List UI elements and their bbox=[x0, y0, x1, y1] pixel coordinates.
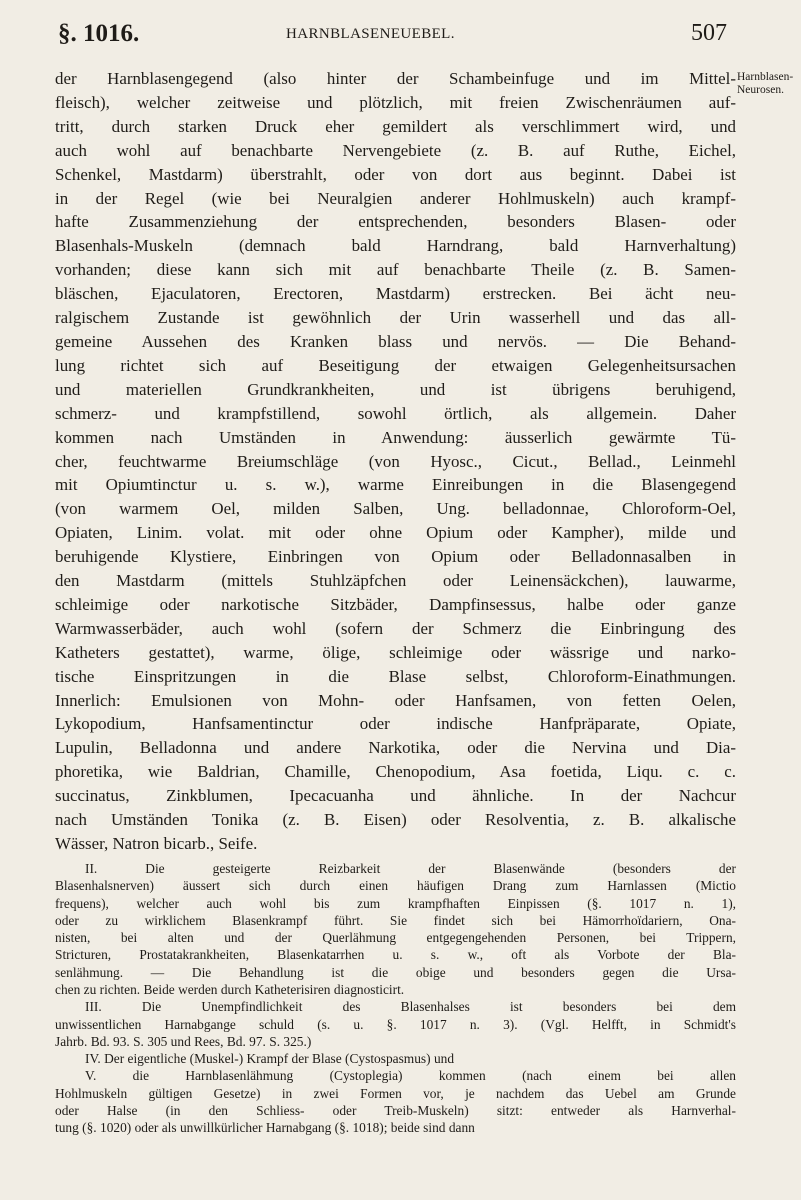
text-line: fleisch), welcher zeitweise und plötzlich, mit freien Zwischenräumen auf- bbox=[55, 92, 736, 112]
text-line: Stricturen, Prostatakrankheiten, Blasenkatarrhen u. s. w., oft als Vorbote der Bla- bbox=[55, 947, 736, 963]
text-line: IV. Der eigentliche (Muskel-) Krampf der Blase (Cystospasmus) und bbox=[85, 1051, 455, 1067]
margin-note-line: Harnblasen- bbox=[737, 71, 794, 83]
small-print-section bbox=[55, 860, 736, 1137]
text-line: Blasenhals-Muskeln (demnach bald Harndrang, bald Harnverhaltung) bbox=[55, 236, 736, 256]
text-line: V. die Harnblasenlähmung (Cystoplegia) kommen (nach einem bei allen bbox=[85, 1068, 736, 1084]
text-line: in der Regel (wie bei Neuralgien anderer Hohlmuskeln) auch krampf- bbox=[55, 188, 736, 208]
text-line: tung (§. 1020) oder als unwillkürlicher Harnabgang (§. 1018); beide sind dann bbox=[55, 1120, 475, 1136]
small-paragraph bbox=[55, 860, 736, 998]
text-line: auch wohl auf benachbarte Nervengebiete (z. B. auf Ruthe, Eichel, bbox=[55, 140, 736, 160]
page-header bbox=[58, 20, 771, 54]
text-line: bläschen, Ejaculatoren, Erectoren, Mastdarm) erstrecken. Bei ächt neu- bbox=[55, 284, 736, 304]
main-paragraph bbox=[55, 67, 736, 856]
text-line: Katheters gestattet), warme, ölige, schleimige oder wässrige und narko- bbox=[55, 642, 736, 662]
text-line: Jahrb. Bd. 93. S. 305 und Rees, Bd. 97. S. 325.) bbox=[55, 1033, 312, 1049]
margin-note-line: Neurosen. bbox=[737, 84, 784, 96]
text-line: lung richtet sich auf Beseitigung der etwaigen Gelegenheitsursachen bbox=[55, 355, 736, 375]
text-line: unwissentlichen Harnabgange schuld (s. u. §. 1017 n. 3). (Vgl. Helfft, in Schmidt's bbox=[55, 1016, 736, 1032]
text-line: phoretika, wie Baldrian, Chamille, Chenopodium, Asa foetida, Liqu. c. c. bbox=[55, 762, 736, 782]
text-line: Hohlmuskeln gültigen Gesetze) in zwei Formen vor, je nachdem das Uebel am Grunde bbox=[55, 1085, 736, 1101]
text-line: kommen nach Umständen in Anwendung: äusserlich gewärmte Tü- bbox=[55, 427, 736, 447]
text-line: Schenkel, Mastdarm) überstrahlt, oder von dort aus beginnt. Dabei ist bbox=[55, 164, 736, 184]
text-line: mit Opiumtinctur u. s. w.), warme Einreibungen in die Blasengegend bbox=[55, 475, 736, 495]
text-line: oder Halse (in den Schliess- oder Treib-Muskeln) sitzt: entweder als Harnverhal- bbox=[55, 1103, 736, 1119]
text-line: II. Die gesteigerte Reizbarkeit der Blasenwände (besonders der bbox=[85, 860, 736, 876]
page-body bbox=[55, 67, 736, 1137]
text-line: nach Umständen Tonika (z. B. Eisen) oder Resolventia, z. B. alkalische bbox=[55, 810, 736, 830]
text-line: hafte Zusammenziehung der entsprechenden, besonders Blasen- oder bbox=[55, 212, 736, 232]
text-line: Wässer, Natron bicarb., Seife. bbox=[55, 834, 258, 853]
text-line: tritt, durch starken Druck eher gemildert als verschlimmert wird, und bbox=[55, 116, 736, 136]
text-line: und materiellen Grundkrankheiten, und ist übrigens beruhigend, bbox=[55, 379, 736, 399]
text-line: Innerlich: Emulsionen von Mohn- oder Hanfsamen, von fetten Oelen, bbox=[55, 690, 736, 710]
text-line: vorhanden; diese kann sich mit auf benachbarte Theile (z. B. Samen- bbox=[55, 260, 736, 280]
text-line: tische Einspritzungen in die Blase selbst, Chloroform-Einathmungen. bbox=[55, 666, 736, 686]
section-number: §. 1016. bbox=[58, 20, 140, 47]
text-line: (von warmem Oel, milden Salben, Ung. belladonnae, Chloroform-Oel, bbox=[55, 499, 736, 519]
small-paragraph bbox=[55, 998, 736, 1050]
text-line: senlähmung. — Die Behandlung ist die obige und besonders gegen die Ursa- bbox=[55, 964, 736, 980]
text-line: succinatus, Zinkblumen, Ipecacuanha und ähnliche. In der Nachcur bbox=[55, 786, 736, 806]
text-line: chen zu richten. Beide werden durch Katheterisiren diagnosticirt. bbox=[55, 981, 405, 997]
text-line: Lupulin, Belladonna und andere Narkotika, oder die Nervina und Dia- bbox=[55, 738, 736, 758]
text-line: schmerz- und krampfstillend, sowohl örtlich, als allgemein. Daher bbox=[55, 403, 736, 423]
text-line: den Mastdarm (mittels Stuhlzäpfchen oder Leinensäckchen), lauwarme, bbox=[55, 571, 736, 591]
text-line: ralgischem Zustande ist gewöhnlich der Urin wasserhell und das all- bbox=[55, 308, 736, 328]
text-line: schleimige oder narkotische Sitzbäder, Dampfinsessus, halbe oder ganze bbox=[55, 594, 736, 614]
text-line: frequens), welcher auch wohl bis zum krampfhaften Einpissen (§. 1017 n. 1), bbox=[55, 895, 736, 911]
text-line: der Harnblasengegend (also hinter der Schambeinfuge und im Mittel- bbox=[55, 69, 736, 88]
text-line: nisten, bei alten und der Querlähmung entgegengehenden Personen, bei Trippern, bbox=[55, 930, 736, 946]
text-line: Opiaten, Linim. volat. mit oder ohne Opium oder Kampher), milde und bbox=[55, 523, 736, 543]
text-line: beruhigende Klystiere, Einbringen von Opium oder Belladonnasalben in bbox=[55, 547, 736, 567]
text-line: III. Die Unempfindlichkeit des Blasenhalses ist besonders bei dem bbox=[85, 999, 736, 1015]
small-paragraph bbox=[55, 1050, 736, 1067]
page-number: 507 bbox=[691, 20, 727, 46]
text-line: gemeine Aussehen des Kranken blass und nervös. — Die Behand- bbox=[55, 331, 736, 351]
text-line: cher, feuchtwarme Breiumschläge (von Hyosc., Cicut., Bellad., Leinmehl bbox=[55, 451, 736, 471]
text-line: Blasenhalsnerven) äussert sich durch einen häufigen Drang zum Harnlassen (Mictio bbox=[55, 878, 736, 894]
text-line: Warmwasserbäder, auch wohl (sofern der Schmerz die Einbringung des bbox=[55, 618, 736, 638]
text-line: oder zu wirklichem Blasenkrampf führt. Sie findet sich bei Hämorrhoïdariern, Ona- bbox=[55, 912, 736, 928]
margin-note bbox=[737, 71, 797, 97]
running-title: HARNBLASENEUEBEL. bbox=[286, 26, 455, 42]
text-line: Lykopodium, Hanfsamentinctur oder indische Hanfpräparate, Opiate, bbox=[55, 714, 736, 734]
small-paragraph bbox=[55, 1067, 736, 1136]
